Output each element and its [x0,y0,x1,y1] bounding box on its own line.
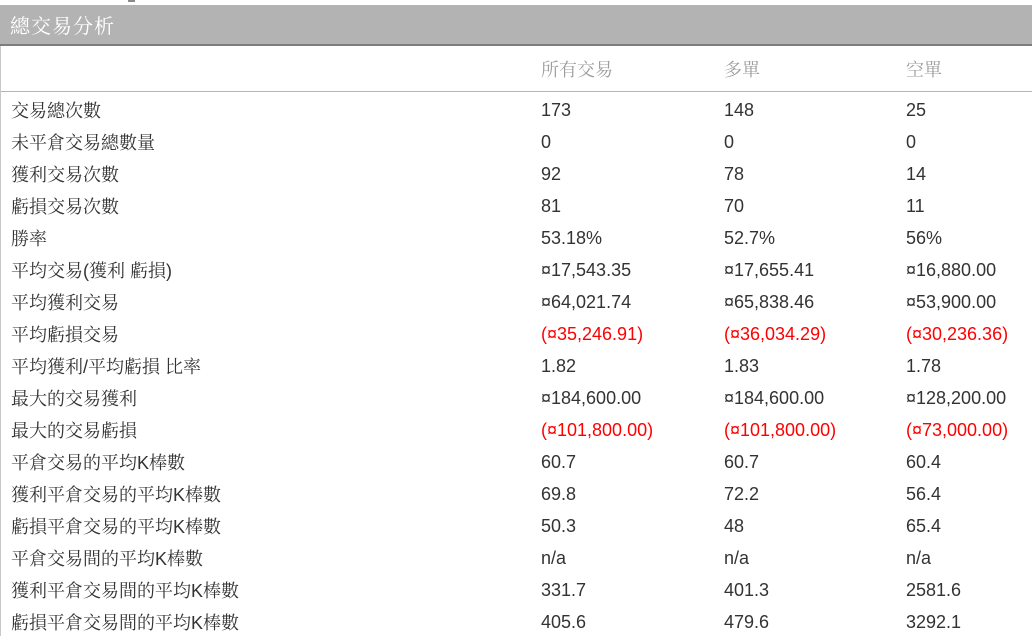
cell-value-short: ¤53,900.00 [906,291,997,312]
cell-value-all-trades: 405.6 [541,611,587,632]
cell-value-short: ¤16,880.00 [906,259,997,280]
table-row [1,158,1032,190]
cell-value-short: 60.4 [906,451,942,472]
cell-value-long: (¤36,034.29) [724,323,827,344]
table-row [1,94,1032,126]
cell-value-long: 52.7% [724,227,776,248]
table-row [1,318,1032,350]
cell-value-short: ¤128,200.00 [906,387,1007,408]
report-scroll-area[interactable] [0,46,1032,636]
cell-value-short: 14 [906,163,927,184]
cell-value-all-trades: 69.8 [541,483,577,504]
cell-value-long: 72.2 [724,483,760,504]
column-header-row [1,46,1032,92]
table-row [1,414,1032,446]
cell-value-all-trades: 92 [541,163,562,184]
cell-value-long: 479.6 [724,611,770,632]
table-row [1,350,1032,382]
cell-value-long: n/a [724,547,750,568]
row-label: 虧損平倉交易間的平均K棒數 [11,613,240,633]
row-label: 虧損平倉交易的平均K棒數 [11,517,222,537]
table-row [1,606,1032,636]
row-label: 虧損交易次數 [11,197,119,217]
cell-value-long: ¤65,838.46 [724,291,815,312]
cell-value-long: 78 [724,163,745,184]
table-row [1,382,1032,414]
table-row [1,222,1032,254]
row-label: 平均虧損交易 [11,325,119,345]
cell-value-all-trades: ¤17,543.35 [541,259,632,280]
row-label: 平均獲利交易 [11,293,119,313]
cell-value-short: 3292.1 [906,611,962,632]
cell-value-all-trades: 331.7 [541,579,587,600]
cell-value-short: 11 [906,195,925,216]
cell-value-long: 48 [724,515,745,536]
row-label: 平倉交易的平均K棒數 [11,453,186,473]
cell-value-all-trades: ¤184,600.00 [541,387,642,408]
row-label: 平均交易(獲利 虧損) [11,261,172,281]
cell-value-long: 148 [724,99,755,120]
table-row [1,254,1032,286]
table-row [1,478,1032,510]
cell-value-all-trades: 81 [541,195,562,216]
cell-value-all-trades: 60.7 [541,451,577,472]
cell-value-short: 56.4 [906,483,942,504]
cell-value-long: 401.3 [724,579,770,600]
top-edge-strip [0,0,1032,5]
cell-value-short: 56% [906,227,943,248]
column-header-long: 多單 [724,59,760,80]
row-label: 最大的交易獲利 [11,389,137,409]
table-row [1,190,1032,222]
row-label: 獲利交易次數 [11,165,119,185]
row-label: 平倉交易間的平均K棒數 [11,549,204,569]
cell-value-all-trades: 50.3 [541,515,577,536]
cell-value-short: 2581.6 [906,579,962,600]
row-label: 獲利平倉交易的平均K棒數 [11,485,222,505]
cell-value-all-trades: 1.82 [541,355,577,376]
cell-value-all-trades: n/a [541,547,567,568]
table-row [1,542,1032,574]
cell-value-all-trades: (¤101,800.00) [541,419,654,440]
cell-value-short: (¤30,236.36) [906,323,1009,344]
cell-value-long: (¤101,800.00) [724,419,837,440]
row-label: 平均獲利/平均虧損 比率 [11,357,202,377]
column-header-all-trades: 所有交易 [541,59,613,80]
cell-value-all-trades: 173 [541,99,572,120]
row-label: 最大的交易虧損 [11,421,137,441]
cell-value-short: n/a [906,547,932,568]
cell-value-long: 60.7 [724,451,760,472]
cell-value-all-trades: (¤35,246.91) [541,323,644,344]
table-row [1,286,1032,318]
cell-value-short: 25 [906,99,927,120]
cell-value-long: 0 [724,131,735,152]
column-header-short: 空單 [906,59,942,80]
panel-title: 總交易分析 [10,16,115,38]
row-label: 交易總次數 [11,101,101,121]
table-row [1,126,1032,158]
cell-value-short: 65.4 [906,515,942,536]
row-label: 獲利平倉交易間的平均K棒數 [11,581,240,601]
stats-table-body [1,92,1032,636]
panel-header [0,5,1032,46]
cell-value-all-trades: 0 [541,131,552,152]
row-label: 勝率 [11,229,47,249]
cell-value-long: 70 [724,195,745,216]
cell-value-all-trades: 53.18% [541,227,603,248]
clipped-element-edge [128,0,135,2]
cell-value-all-trades: ¤64,021.74 [541,291,632,312]
cell-value-long: ¤17,655.41 [724,259,815,280]
row-label: 未平倉交易總數量 [11,133,155,153]
cell-value-short: 1.78 [906,355,942,376]
cell-value-short: 0 [906,131,917,152]
table-row [1,446,1032,478]
table-row [1,510,1032,542]
cell-value-short: (¤73,000.00) [906,419,1009,440]
table-row [1,574,1032,606]
cell-value-long: ¤184,600.00 [724,387,825,408]
cell-value-long: 1.83 [724,355,760,376]
